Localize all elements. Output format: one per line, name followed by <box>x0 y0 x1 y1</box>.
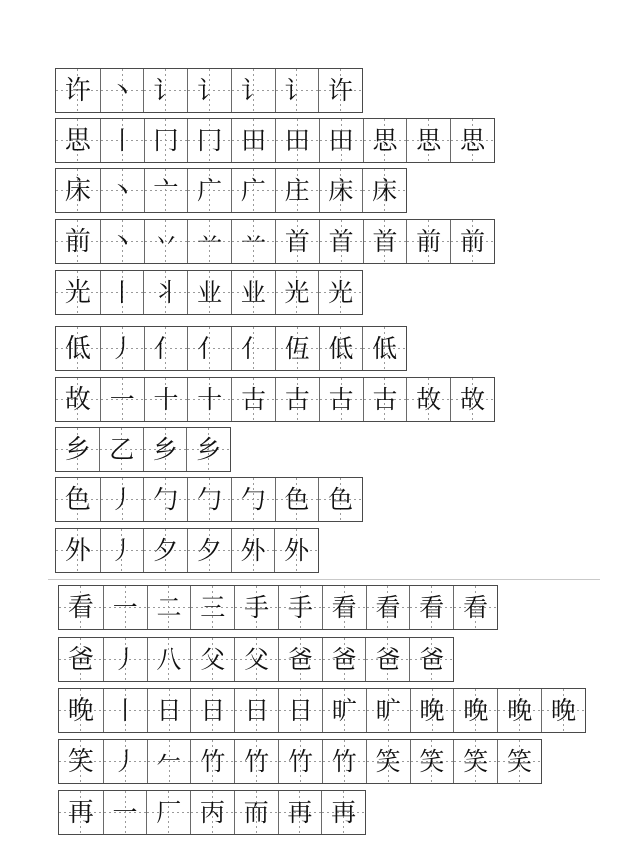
stroke-step-cell <box>143 428 187 471</box>
stroke-step-cell <box>103 791 147 834</box>
stroke-glyph: 晚 <box>507 696 533 725</box>
stroke-glyph: 日 <box>244 696 270 725</box>
stroke-glyph: 一 <box>112 593 138 622</box>
stroke-glyph: 爸 <box>375 645 401 674</box>
stroke-step-cell <box>231 220 275 263</box>
stroke-glyph: 丨 <box>109 126 135 155</box>
character-glyph: 外 <box>64 535 91 566</box>
character-cell <box>56 478 100 521</box>
stroke-glyph: 色 <box>328 485 354 514</box>
stroke-glyph: 首 <box>284 227 310 256</box>
stroke-glyph: 旷 <box>375 696 401 725</box>
stroke-step-cell <box>187 69 231 112</box>
stroke-step-cell <box>497 689 541 732</box>
stroke-glyph: 古 <box>284 385 310 414</box>
stroke-step-cell <box>187 220 231 263</box>
stroke-glyph: 日 <box>200 696 226 725</box>
stroke-step-cell <box>319 119 363 162</box>
stroke-row-13 <box>58 688 586 733</box>
stroke-step-cell <box>319 378 363 421</box>
stroke-glyph: 丶 <box>109 227 135 256</box>
stroke-step-cell <box>144 327 188 370</box>
stroke-glyph: 古 <box>372 385 398 414</box>
stroke-step-cell <box>322 638 366 681</box>
stroke-step-cell <box>231 69 275 112</box>
stroke-row-1 <box>55 68 363 113</box>
stroke-step-cell <box>103 586 147 629</box>
stroke-glyph: 爸 <box>331 645 357 674</box>
stroke-step-cell <box>231 119 275 162</box>
stroke-glyph: 首 <box>372 227 398 256</box>
stroke-step-cell <box>100 220 144 263</box>
stroke-step-cell <box>278 586 322 629</box>
stroke-row-5 <box>55 270 363 315</box>
stroke-glyph: 十 <box>197 385 223 414</box>
character-glyph: 低 <box>64 333 91 364</box>
character-glyph: 床 <box>64 175 91 206</box>
stroke-step-cell <box>275 119 319 162</box>
character-cell <box>59 586 103 629</box>
stroke-glyph: 爸 <box>287 645 313 674</box>
character-glyph: 乡 <box>64 434 91 465</box>
stroke-glyph: 田 <box>328 126 354 155</box>
stroke-step-cell <box>410 689 454 732</box>
stroke-glyph: 厂 <box>156 798 182 827</box>
character-cell <box>59 638 103 681</box>
stroke-glyph: 外 <box>284 536 310 565</box>
stroke-glyph: 光 <box>328 278 354 307</box>
stroke-step-cell <box>322 740 366 783</box>
stroke-step-cell <box>144 378 188 421</box>
stroke-glyph: 丶 <box>109 76 135 105</box>
stroke-glyph: 看 <box>463 593 489 622</box>
stroke-glyph: 一 <box>109 385 135 414</box>
stroke-step-cell <box>103 740 147 783</box>
stroke-glyph: 丿 <box>112 645 138 674</box>
stroke-glyph: 丙 <box>199 798 225 827</box>
character-cell <box>56 378 100 421</box>
stroke-glyph: 丿 <box>109 536 135 565</box>
stroke-step-cell <box>278 689 322 732</box>
stroke-glyph: 田 <box>284 126 310 155</box>
character-glyph: 许 <box>64 75 91 106</box>
stroke-glyph: 古 <box>328 385 354 414</box>
stroke-step-cell <box>322 689 366 732</box>
character-cell <box>56 529 100 572</box>
stroke-step-cell <box>450 119 494 162</box>
stroke-glyph: 竹 <box>200 747 226 776</box>
stroke-step-cell <box>278 791 322 834</box>
stroke-glyph: 爸 <box>419 645 445 674</box>
stroke-step-cell <box>190 791 234 834</box>
stroke-step-cell <box>143 529 187 572</box>
character-cell <box>59 791 103 834</box>
character-glyph: 再 <box>67 797 94 828</box>
stroke-step-cell <box>363 378 407 421</box>
character-cell <box>56 69 100 112</box>
stroke-step-cell <box>278 740 322 783</box>
stroke-step-cell <box>231 169 275 212</box>
stroke-step-cell <box>541 689 585 732</box>
stroke-glyph: 乡 <box>196 435 222 464</box>
stroke-glyph: 八 <box>156 645 182 674</box>
stroke-glyph: 旷 <box>331 696 357 725</box>
stroke-glyph: 晚 <box>463 696 489 725</box>
stroke-glyph: 亻 <box>240 334 266 363</box>
stroke-glyph: 床 <box>372 176 398 205</box>
stroke-step-cell <box>147 689 191 732</box>
stroke-step-cell <box>234 740 278 783</box>
stroke-glyph: 看 <box>419 593 445 622</box>
stroke-glyph: 丨 <box>109 278 135 307</box>
stroke-glyph: 二 <box>156 593 182 622</box>
character-cell <box>56 220 100 263</box>
stroke-glyph: 业 <box>196 278 222 307</box>
stroke-step-cell <box>275 69 319 112</box>
stroke-glyph: 许 <box>328 76 354 105</box>
stroke-glyph: 古 <box>241 385 267 414</box>
stroke-glyph: 晚 <box>551 696 577 725</box>
character-glyph: 看 <box>67 592 94 623</box>
stroke-glyph: 䒑 <box>241 227 267 256</box>
stroke-step-cell <box>143 69 187 112</box>
stroke-step-cell <box>450 220 494 263</box>
stroke-step-cell <box>234 586 278 629</box>
stroke-step-cell <box>231 478 275 521</box>
stroke-glyph: 勹 <box>153 485 179 514</box>
stroke-step-cell <box>147 586 191 629</box>
stroke-glyph: 低 <box>328 334 354 363</box>
stroke-step-cell <box>450 378 494 421</box>
stroke-glyph: 丿 <box>109 334 135 363</box>
stroke-step-cell <box>275 327 319 370</box>
stroke-step-cell <box>410 740 454 783</box>
stroke-glyph: 广 <box>240 176 266 205</box>
stroke-step-cell <box>100 169 144 212</box>
stroke-step-cell <box>187 271 231 314</box>
stroke-glyph: 笑 <box>419 747 445 776</box>
stroke-glyph: 丨 <box>112 696 138 725</box>
stroke-step-cell <box>100 271 144 314</box>
stroke-step-cell <box>362 327 406 370</box>
stroke-row-2 <box>55 118 495 163</box>
stroke-glyph: 而 <box>243 798 269 827</box>
character-cell <box>56 271 100 314</box>
stroke-glyph: 故 <box>460 385 486 414</box>
stroke-glyph: 丬 <box>153 278 179 307</box>
stroke-row-10 <box>55 528 319 573</box>
stroke-glyph: 仾 <box>284 334 310 363</box>
stroke-step-cell <box>103 638 147 681</box>
stroke-step-cell <box>274 529 318 572</box>
stroke-glyph: 丷 <box>153 227 179 256</box>
stroke-step-cell <box>319 220 363 263</box>
stroke-step-cell <box>322 586 366 629</box>
stroke-step-cell <box>144 220 188 263</box>
stroke-glyph: 冂 <box>197 126 223 155</box>
stroke-glyph: 思 <box>416 126 442 155</box>
stroke-glyph: 丿 <box>109 485 135 514</box>
stroke-step-cell <box>318 271 362 314</box>
stroke-glyph: 乙 <box>109 435 135 464</box>
stroke-glyph: 庄 <box>284 176 310 205</box>
stroke-glyph: 日 <box>288 696 314 725</box>
character-glyph: 笑 <box>67 746 94 777</box>
stroke-step-cell <box>278 638 322 681</box>
stroke-step-cell <box>190 689 234 732</box>
character-cell <box>56 119 100 162</box>
stroke-glyph: 𠂉 <box>156 747 182 776</box>
stroke-step-cell <box>231 327 275 370</box>
stroke-step-cell <box>234 638 278 681</box>
stroke-glyph: 日 <box>156 696 182 725</box>
stroke-step-cell <box>406 378 450 421</box>
stroke-step-cell <box>143 478 187 521</box>
stroke-step-cell <box>100 529 144 572</box>
stroke-glyph: 夕 <box>153 536 179 565</box>
stroke-step-cell <box>100 119 144 162</box>
stroke-glyph: 手 <box>244 593 270 622</box>
stroke-glyph: 思 <box>460 126 486 155</box>
stroke-step-cell <box>187 378 231 421</box>
stroke-glyph: 田 <box>241 126 267 155</box>
stroke-glyph: 竹 <box>331 747 357 776</box>
stroke-step-cell <box>275 271 319 314</box>
stroke-step-cell <box>453 689 497 732</box>
stroke-step-cell <box>187 169 231 212</box>
stroke-glyph: 讠 <box>196 76 222 105</box>
stroke-step-cell <box>190 638 234 681</box>
stroke-glyph: 笑 <box>375 747 401 776</box>
stroke-step-cell <box>187 529 231 572</box>
character-glyph: 色 <box>64 484 91 515</box>
character-glyph: 思 <box>64 125 91 156</box>
section-divider <box>48 579 600 580</box>
stroke-step-cell <box>318 478 362 521</box>
stroke-row-15 <box>58 790 366 835</box>
stroke-row-7 <box>55 377 495 422</box>
stroke-step-cell <box>321 791 365 834</box>
stroke-step-cell <box>147 740 191 783</box>
stroke-glyph: 亠 <box>153 176 179 205</box>
stroke-step-cell <box>187 478 231 521</box>
stroke-step-cell <box>366 586 410 629</box>
stroke-glyph: 外 <box>240 536 266 565</box>
stroke-step-cell <box>409 586 453 629</box>
stroke-glyph: 竹 <box>287 747 313 776</box>
stroke-step-cell <box>409 638 453 681</box>
stroke-glyph: 首 <box>328 227 354 256</box>
stroke-step-cell <box>234 791 278 834</box>
stroke-step-cell <box>100 327 144 370</box>
stroke-glyph: 十 <box>153 385 179 414</box>
stroke-step-cell <box>231 529 275 572</box>
character-cell <box>56 428 99 471</box>
stroke-row-11 <box>58 585 498 630</box>
stroke-glyph: 再 <box>331 798 357 827</box>
stroke-row-14 <box>58 739 542 784</box>
stroke-glyph: 乡 <box>152 435 178 464</box>
stroke-row-3 <box>55 168 407 213</box>
stroke-step-cell <box>100 378 144 421</box>
stroke-step-cell <box>190 586 234 629</box>
stroke-glyph: 亻 <box>197 334 223 363</box>
stroke-glyph: 手 <box>287 593 313 622</box>
stroke-glyph: 思 <box>372 126 398 155</box>
stroke-step-cell <box>406 119 450 162</box>
stroke-glyph: 笑 <box>507 747 533 776</box>
stroke-glyph: 看 <box>375 593 401 622</box>
stroke-row-9 <box>55 477 363 522</box>
stroke-step-cell <box>453 586 497 629</box>
stroke-step-cell <box>143 271 187 314</box>
stroke-step-cell <box>190 740 234 783</box>
stroke-step-cell <box>363 119 407 162</box>
stroke-glyph: 竹 <box>244 747 270 776</box>
stroke-step-cell <box>318 69 362 112</box>
stroke-glyph: 笑 <box>463 747 489 776</box>
stroke-glyph: 讠 <box>284 76 310 105</box>
stroke-glyph: 前 <box>416 227 442 256</box>
stroke-glyph: 低 <box>372 334 398 363</box>
stroke-step-cell <box>99 428 143 471</box>
stroke-glyph: 再 <box>287 798 313 827</box>
stroke-glyph: 故 <box>416 385 442 414</box>
stroke-glyph: 讠 <box>240 76 266 105</box>
stroke-step-cell <box>234 689 278 732</box>
stroke-glyph: 看 <box>331 593 357 622</box>
stroke-row-8 <box>55 427 231 472</box>
stroke-row-6 <box>55 326 407 371</box>
stroke-step-cell <box>144 119 188 162</box>
stroke-glyph: 父 <box>200 645 226 674</box>
character-cell <box>59 740 103 783</box>
stroke-step-cell <box>406 220 450 263</box>
stroke-step-cell <box>319 327 363 370</box>
stroke-glyph: 色 <box>284 485 310 514</box>
stroke-step-cell <box>146 791 190 834</box>
stroke-step-cell <box>187 327 231 370</box>
stroke-glyph: 勹 <box>240 485 266 514</box>
stroke-step-cell <box>100 478 144 521</box>
stroke-glyph: 勹 <box>196 485 222 514</box>
character-glyph: 爸 <box>67 644 94 675</box>
stroke-glyph: 父 <box>243 645 269 674</box>
stroke-glyph: 三 <box>200 593 226 622</box>
stroke-step-cell <box>363 220 407 263</box>
stroke-step-cell <box>187 119 231 162</box>
stroke-step-cell <box>186 428 230 471</box>
stroke-step-cell <box>275 169 319 212</box>
stroke-step-cell <box>497 740 541 783</box>
stroke-glyph: 讠 <box>153 76 179 105</box>
stroke-glyph: 丿 <box>112 747 138 776</box>
stroke-row-12 <box>58 637 454 682</box>
stroke-step-cell <box>365 638 409 681</box>
stroke-glyph: 一 <box>112 798 138 827</box>
stroke-glyph: 前 <box>460 227 486 256</box>
character-glyph: 晚 <box>67 695 94 726</box>
stroke-step-cell <box>144 169 188 212</box>
stroke-glyph: 业 <box>240 278 266 307</box>
stroke-glyph: 䒑 <box>197 227 223 256</box>
stroke-glyph: 冂 <box>153 126 179 155</box>
stroke-glyph: 亻 <box>153 334 179 363</box>
stroke-step-cell <box>103 689 147 732</box>
stroke-row-4 <box>55 219 495 264</box>
stroke-step-cell <box>366 740 410 783</box>
stroke-glyph: 丶 <box>109 176 135 205</box>
character-glyph: 故 <box>64 384 91 415</box>
character-glyph: 前 <box>64 226 91 257</box>
stroke-step-cell <box>366 689 410 732</box>
stroke-step-cell <box>275 478 319 521</box>
stroke-step-cell <box>319 169 363 212</box>
stroke-step-cell <box>362 169 406 212</box>
stroke-step-cell <box>275 220 319 263</box>
stroke-glyph: 夕 <box>196 536 222 565</box>
character-cell <box>56 327 100 370</box>
stroke-step-cell <box>147 638 191 681</box>
character-cell <box>59 689 103 732</box>
character-glyph: 光 <box>64 277 91 308</box>
stroke-glyph: 床 <box>328 176 354 205</box>
character-cell <box>56 169 100 212</box>
stroke-step-cell <box>453 740 497 783</box>
stroke-glyph: 广 <box>197 176 223 205</box>
stroke-glyph: 晚 <box>419 696 445 725</box>
stroke-step-cell <box>231 271 275 314</box>
stroke-step-cell <box>275 378 319 421</box>
stroke-step-cell <box>100 69 144 112</box>
stroke-step-cell <box>231 378 275 421</box>
stroke-glyph: 光 <box>284 278 310 307</box>
